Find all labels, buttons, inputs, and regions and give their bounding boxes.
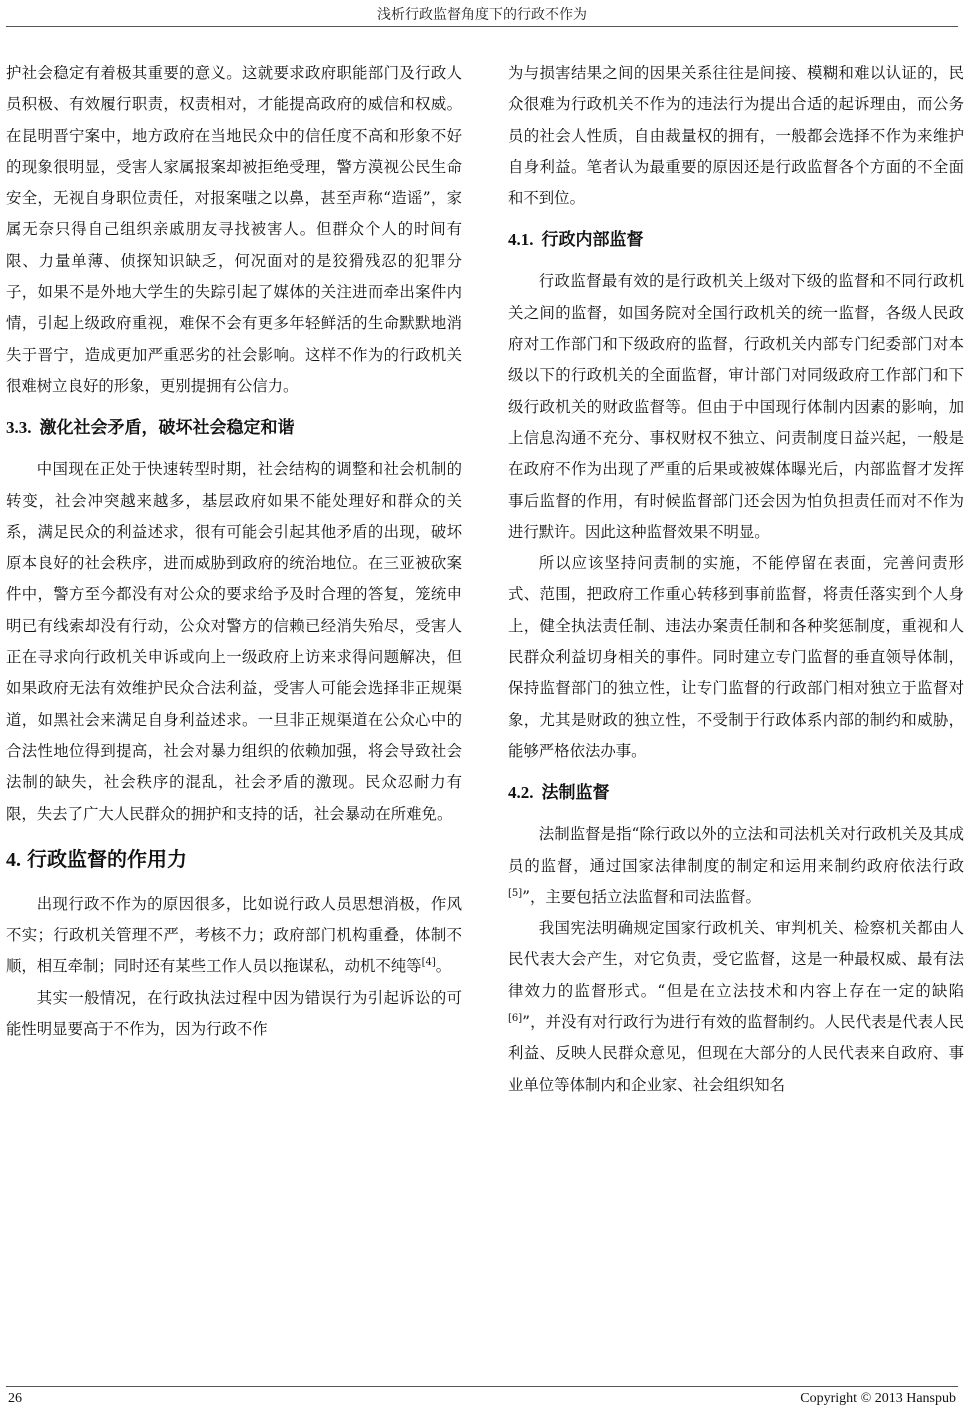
paragraph-right-3: 所以应该坚持问责制的实施，不能停留在表面，完善问责形式、范围，把政府工作重心转移到事前监督，将责任落实到个人身上，健全执法责任制、违法办案责任制和各种奖惩制度，重视和人民群众利益切身相关的事件。同时建立专门监督的垂直领导体制，保持监督部门的独立性，让专门监督的行政部门相对独立于监督对象，尤其是财政的独立性，不受制于行政体系内部的制约和威胁，能够严格依法办事。 bbox=[508, 554, 964, 760]
section-number: 3.3. bbox=[6, 418, 32, 438]
paragraph-text: 。 bbox=[435, 957, 452, 976]
footer-divider bbox=[6, 1386, 958, 1387]
paragraph-text: ”，主要包括立法监督和司法监督。 bbox=[522, 887, 761, 906]
section-title: 行政内部监督 bbox=[541, 230, 644, 251]
section-title: 激化社会矛盾，破坏社会稳定和谐 bbox=[39, 418, 295, 439]
paragraph-text: 出现行政不作为的原因很多，比如说行政人员思想消极，作风不实；行政机关管理不严，考核不力；政府部门机构重叠，体制不顺，相互牵制；同时还有某些工作人员以拖谋私，动机不纯等 bbox=[6, 894, 462, 976]
section-title: 行政监督的作用力 bbox=[27, 846, 187, 871]
paragraph-left-1: 护社会稳定有着极其重要的意义。这就要求政府职能部门及行政人员积极、有效履行职责，权责相对，才能提高政府的威信和权威。在昆明晋宁案中，地方政府在当地民众中的信任度不高和形象不好的现象很明显，受害人家属报案却被拒绝受理，警方漠视公民生命安全，无视自身职位责任，对报案嗤之以鼻，甚至声称“造谣”，家属无奈只得自己组织亲戚朋友寻找被害人。但群众个人的时间有限、力量单薄、侦探知识缺乏，何况面对的是狡猾残忍的犯罪分子，如果不是外地大学生的失踪引起了媒体的关注进而牵出案件内情，引起上级政府重视，难保不会有更多年轻鲜活的生命默默地消失于晋宁，造成更加严重恶劣的社会影响。这样不作为的行政机关很难树立良好的形象，更别提拥有公信力。 bbox=[6, 64, 462, 395]
right-column bbox=[508, 58, 964, 1101]
copyright-notice: Copyright © 2013 Hanspub bbox=[800, 1391, 956, 1406]
paragraph-left-2: 中国现在正处于快速转型时期，社会结构的调整和社会机制的转变，社会冲突越来越多，基层政府如果不能处理好和群众的关系，满足民众的利益述求，很有可能会引起其他矛盾的出现，破坏原本良好的社会秩序，进而威胁到政府的统治地位。在三亚被砍案件中，警方至今都没有对公众的要求给予及时合理的答复，笼统申明已有线索却没有行动，公众对警方的信赖已经消失殆尽，受害人正在寻求向行政机关申诉或向上一级政府上访来求得问题解决，但如果政府无法有效维护民众合法利益，受害人可能会选择非正规渠道，如黑社会来满足自身利益述求。一旦非正规渠道在公众心中的合法性地位得到提高，社会对暴力组织的依赖加强，将会导致社会法制的缺失，社会秩序的混乱，社会矛盾的激现。民众忍耐力有限，失去了广大人民群众的拥护和支持的话，社会暴动在所难免。 bbox=[6, 460, 462, 823]
paragraph-text: 我国宪法明确规定国家行政机关、审判机关、检察机关都由人民代表大会产生，对它负责，受它监督，这是一种最权威、最有法律效力的监督形式。“但是在立法技术和内容上存在一定的缺陷 bbox=[508, 919, 964, 1000]
section-number: 4.1. bbox=[508, 230, 534, 250]
running-header: 浅析行政监督角度下的行政不作为 bbox=[377, 7, 587, 23]
page-number: 26 bbox=[8, 1391, 22, 1406]
citation-ref[interactable]: [6] bbox=[508, 1012, 523, 1024]
paragraph-left-4: 其实一般情况，在行政执法过程中因为错误行为引起诉讼的可能性明显要高于不作为，因为行政不作 bbox=[6, 988, 462, 1039]
paragraph-right-1: 为与损害结果之间的因果关系往往是间接、模糊和难以认证的，民众很难为行政机关不作为的违法行为提出合适的起诉理由，而公务员的社会人性质，自由裁量权的拥有，一般都会选择不作为来维护自身利益。笔者认为最重要的原因还是行政监督各个方面的不全面和不到位。 bbox=[508, 64, 964, 208]
paragraph-right-2: 行政监督最有效的是行政机关上级对下级的监督和不同行政机关之间的监督，如国务院对全国行政机关的统一监督，各级人民政府对工作部门和下级政府的监督，行政机关内部专门纪委部门对本级以下的行政机关的全面监督，审计部门对同级政府工作部门和下级行政机关的财政监督等。但由于中国现行体制内因素的影响，加上信息沟通不充分、事权财权不独立、问责制度日益兴起，一般是在政府不作为出现了严重的后果或被媒体曝光后，内部监督才发挥事后监督的作用，有时候监督部门还会因为怕负担责任而对不作为进行默许。因此这种监督效果不明显。 bbox=[508, 272, 964, 541]
section-heading-4 bbox=[6, 844, 462, 875]
paragraph-left-3 bbox=[6, 889, 462, 983]
paragraph-right-4 bbox=[508, 819, 964, 913]
section-heading-3-3 bbox=[6, 414, 462, 442]
section-number: 4. bbox=[6, 848, 21, 871]
paragraph-right-5 bbox=[508, 913, 964, 1101]
citation-ref[interactable]: [5] bbox=[508, 887, 523, 899]
header-divider bbox=[6, 26, 958, 27]
section-number: 4.2. bbox=[508, 783, 534, 803]
citation-ref[interactable]: [4] bbox=[421, 957, 436, 969]
section-title: 法制监督 bbox=[541, 783, 610, 804]
section-heading-4-1 bbox=[508, 226, 964, 254]
paragraph-text: ”，并没有对行政行为进行有效的监督制约。人民代表是代表人民利益、反映人民群众意见，但现在大部分的人民代表来自政府、事业单位等体制内和企业家、社会组织知名 bbox=[508, 1013, 964, 1094]
section-heading-4-2 bbox=[508, 779, 964, 807]
left-column bbox=[6, 58, 462, 1045]
paragraph-text: 法制监督是指“除行政以外的立法和司法机关对行政机关及其成员的监督，通过国家法律制度的制定和运用来制约政府依法行政 bbox=[508, 825, 964, 875]
